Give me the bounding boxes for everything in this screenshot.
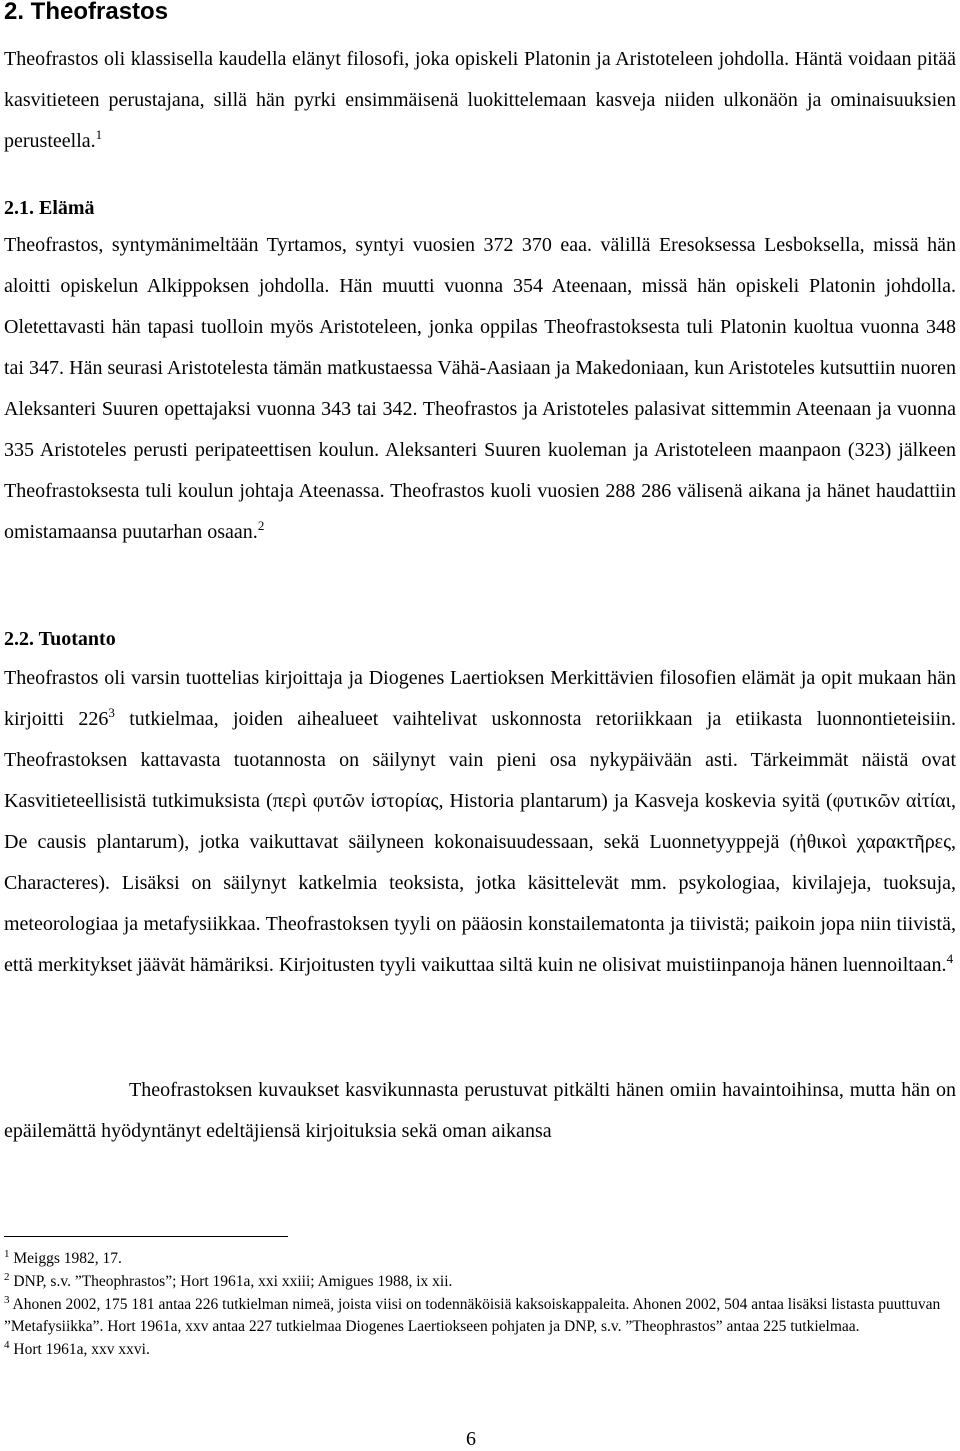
footnote-1 [4, 1248, 956, 1270]
works-text-b: tutkielmaa, joiden aihealueet vaihtelivat uskonnosta retoriikkaan ja etiikasta luonnontieteisiin. Theofrastoksen kattavasta tuotannosta on säilynyt vain pieni osa nykypäivään asti. Tärkeimmät näistä ovat Kasvitieteellisistä tutkimuksista (περὶ φυτῶν ἱστορίας, Historia plantarum) ja Kasveja koskevia syitä (φυτικῶν αἰτίαι, De causis plantarum), jotka vaikuttavat säilyneen kokonaisuudessaan, sekä Luonnetyyppejä (ἠθικοὶ χαρακτῆρες, Characteres). Lisäksi on säilynyt katkelmia teoksista, jotka käsittelevät mm. psykologiaa, kivilajeja, tuoksuja, meteorologiaa ja metafysiikkaa. Theofrastoksen tyyli on pääosin konstailematonta ja tiivistä; paikoin jopa niin tiivistä, että merkitykset jäävät hämäriksi. Kirjoitusten tyyli vaikuttaa siltä kuin ne olisivat muistiinpanoja hänen luennoiltaan. [4, 708, 956, 976]
life-text: Theofrastos, syntymänimeltään Tyrtamos, syntyi vuosien 372 370 eaa. välillä Eresoksessa Lesboksella, missä hän aloitti opiskelun Alkippoksen johdolla. Hän muutti vuonna 354 Ateenaan, missä hän opiskeli Platonin johdolla. Oletettavasti hän tapasi tuolloin myös Aristoteleen, jonka oppilas Theofrastoksesta tuli Platonin kuoltua vuonna 348 tai 347. Hän seurasi Aristotelesta tämän matkustaessa Vähä-Aasiaan ja Makedoniaan, kun Aristoteles kutsuttiin nuoren Aleksanteri Suuren opettajaksi vuonna 343 tai 342. Theofrastos ja Aristoteles palasivat sittemmin Ateenaan ja vuonna 335 Aristoteles perusti peripateettisen koulun. Aleksanteri Suuren kuoleman ja Aristoteleen maanpaon (323) jälkeen Theofrastoksesta tuli koulun johtaja Ateenassa. Theofrastos kuoli vuosien 288 286 välisenä aikana ja hänet haudattiin omistamaansa puutarhan osaan. [4, 234, 956, 543]
footnote-ref-2: 2 [257, 518, 265, 533]
footnote-4 [4, 1339, 956, 1361]
footnote-number: 3 [4, 1294, 10, 1306]
footnote-text: Meiggs 1982, 17. [13, 1250, 122, 1267]
descriptions-text: Theofrastoksen kuvaukset kasvikunnasta perustuvat pitkälti hänen omiin havaintoihinsa, mutta hän on epäilemättä hyödyntänyt edeltäjiensä kirjoituksia sekä oman aikansa [4, 1079, 956, 1142]
subsection-heading-life: 2.1. Elämä [4, 197, 95, 219]
footnote-3 [4, 1294, 956, 1338]
section-heading: 2. Theofrastos [4, 0, 169, 25]
section-intro-paragraph [4, 39, 956, 162]
descriptions-paragraph [4, 1070, 956, 1152]
footnote-number: 1 [4, 1248, 10, 1260]
page-number: 6 [466, 1428, 476, 1450]
footnote-number: 2 [4, 1271, 10, 1283]
footnote-ref-1: 1 [95, 127, 103, 142]
footnote-text: Ahonen 2002, 175 181 antaa 226 tutkielman nimeä, joista viisi on todennäköisiä kaksoiskappaleita. Ahonen 2002, 504 antaa lisäksi listasta puuttuvan ”Metafysiikka”. Hort 1961a, xxv antaa 227 tutkielmaa Diogenes Laertiokseen pohjaten ja DNP, s.v. ”Theophrastos” antaa 225 tutkielmaa. [4, 1296, 941, 1335]
footnote-number: 4 [4, 1339, 10, 1351]
footnote-text: Hort 1961a, xxv xxvi. [13, 1341, 150, 1358]
footnote-ref-3: 3 [108, 705, 115, 720]
footnote-separator [4, 1236, 288, 1237]
intro-text: Theofrastos oli klassisella kaudella elänyt filosofi, joka opiskeli Platonin ja Aristoteleen johdolla. Häntä voidaan pitää kasvitieteen perustajana, sillä hän pyrki ensimmäisenä luokittelemaan kasveja niiden ulkonäön ja ominaisuuksien perusteella. [4, 48, 956, 152]
footnote-text: DNP, s.v. ”Theophrastos”; Hort 1961a, xxi xxiii; Amigues 1988, ix xii. [13, 1273, 453, 1290]
works-text-a: Theofrastos oli varsin tuottelias kirjoittaja ja Diogenes Laertioksen Merkittävien filosofien elämät ja opit mukaan hän kirjoitti 226 [4, 667, 956, 730]
subsection-heading-works: 2.2. Tuotanto [4, 628, 116, 650]
works-paragraph [4, 658, 956, 986]
footnote-ref-4: 4 [946, 951, 954, 966]
footnote-2 [4, 1271, 956, 1293]
life-paragraph [4, 225, 956, 553]
footnotes [4, 1248, 956, 1362]
